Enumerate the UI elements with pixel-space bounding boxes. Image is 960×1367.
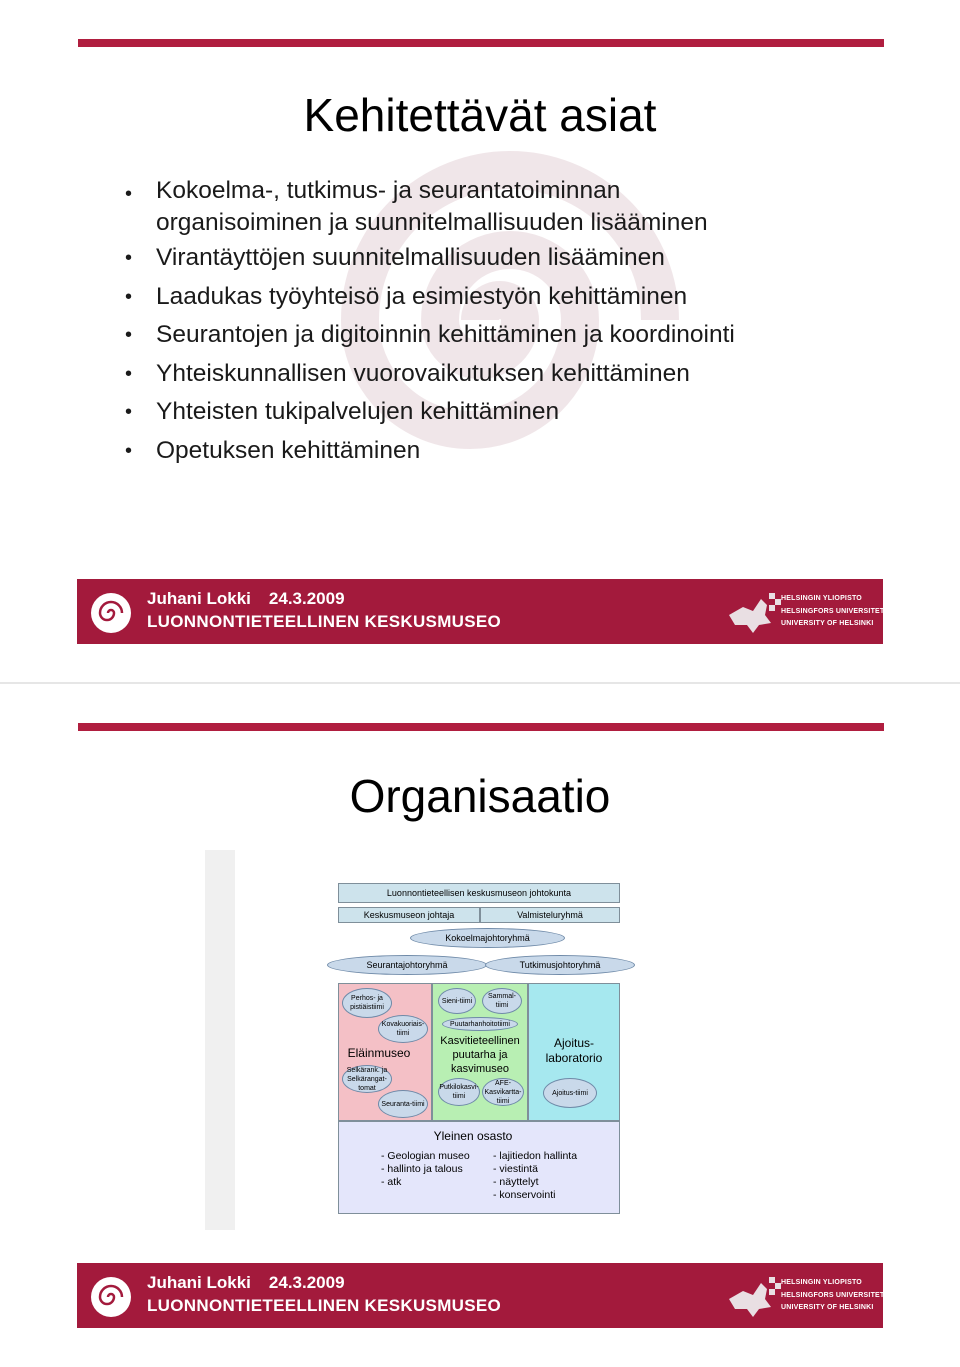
slide-title: Organisaatio <box>349 770 611 822</box>
org-box-board: Luonnontieteellisen keskusmuseon johtokunta <box>338 883 620 903</box>
org-zone-label-general: Yleinen osasto <box>433 1129 513 1143</box>
bullet-item <box>125 239 825 278</box>
org-general-item: - hallinto ja talous <box>381 1163 463 1175</box>
university-name-fi: HELSINGIN YLIOPISTO <box>781 1279 862 1286</box>
bullet-text: Seurantojen ja digitoinnin kehittäminen ja koordinointi <box>156 321 735 349</box>
slide-title: Kehitettävät asiat <box>303 89 657 141</box>
bullet-list <box>125 175 825 471</box>
org-box-director: Keskusmuseon johtaja <box>338 907 480 923</box>
bullet-text: Opetuksen kehittäminen <box>156 436 421 464</box>
footer-museum-name: LUONNONTIETEELLINEN KESKUSMUSEO <box>147 1296 502 1315</box>
slide-footer <box>77 579 883 644</box>
org-team-ellipse: Putkilokasvi-tiimi <box>438 1078 480 1106</box>
org-team-ellipse: Puutarhanhoitotiimi <box>442 1017 518 1031</box>
org-team-ellipse: Sieni-tiimi <box>438 988 476 1014</box>
slide-top-bar <box>78 39 884 47</box>
university-name <box>781 593 884 631</box>
org-chart-shadow <box>205 850 235 1230</box>
org-general-item: - lajitiedon hallinta <box>493 1150 578 1162</box>
footer-author: Juhani Lokki <box>147 589 251 608</box>
bullet-item <box>125 316 825 355</box>
bullet-text: Yhteiskunnallisen vuorovaikutuksen kehittäminen <box>156 359 690 387</box>
university-name-en: UNIVERSITY OF HELSINKI <box>781 1304 874 1311</box>
museum-spiral-logo-icon <box>87 1273 135 1321</box>
footer-author: Juhani Lokki <box>147 1273 251 1292</box>
footer-author-line <box>147 1273 345 1293</box>
org-team-ellipse: Selkärank. ja Selkärangat-tomat <box>342 1065 392 1093</box>
org-team-ellipse: AFE-Kasvikartta-tiimi <box>482 1078 524 1106</box>
org-box-prep-group: Valmisteluryhmä <box>480 907 620 923</box>
slide-2 <box>0 684 960 1367</box>
org-team-ellipse: Ajoitus-tiimi <box>543 1078 597 1108</box>
footer-author-line <box>147 589 345 609</box>
university-name-sv: HELSINGFORS UNIVERSITET <box>781 607 885 615</box>
org-team-ellipse: Seuranta-tiimi <box>378 1090 428 1118</box>
university-name-en: UNIVERSITY OF HELSINKI <box>781 620 874 627</box>
org-general-item: - atk <box>381 1176 402 1188</box>
bullet-text: organisoiminen ja suunnitelmallisuuden lisääminen <box>156 209 708 236</box>
footer-date: 24.3.2009 <box>268 589 345 608</box>
org-general-list-2 <box>493 1150 577 1202</box>
bullet-item <box>125 175 825 239</box>
org-ellipse-collections: Kokoelmajohtoryhmä <box>410 928 565 948</box>
university-name-fi: HELSINGIN YLIOPISTO <box>781 595 862 602</box>
university-name-sv: HELSINGFORS UNIVERSITET <box>781 1291 885 1299</box>
bullet-item <box>125 393 825 432</box>
bullet-text: Laadukas työyhteisö ja esimiestyön kehittäminen <box>156 282 688 310</box>
org-zone-label-zoology: Eläinmuseo <box>347 1046 411 1060</box>
slide-footer <box>77 1263 883 1328</box>
org-chart <box>205 850 755 1230</box>
org-team-ellipse: Sammal-tiimi <box>482 988 522 1014</box>
org-zone-label-dating-lab: Ajoitus-laboratorio <box>545 1036 603 1065</box>
slide-1 <box>0 0 960 683</box>
footer-museum-name: LUONNONTIETEELLINEN KESKUSMUSEO <box>147 612 502 631</box>
bullet-item <box>125 278 825 317</box>
org-general-item: - viestintä <box>493 1163 538 1175</box>
university-logo-icon <box>725 585 787 639</box>
org-general-item: - konservointi <box>493 1189 556 1201</box>
museum-spiral-logo-icon <box>87 589 135 637</box>
bullet-text: Virantäyttöjen suunnitelmallisuuden lisääminen <box>156 244 665 271</box>
org-ellipse-monitoring: Seurantajohtoryhmä <box>327 955 487 975</box>
org-team-ellipse: Kovakuoriais-tiimi <box>378 1015 428 1043</box>
footer-date: 24.3.2009 <box>268 1273 345 1292</box>
org-general-list-1 <box>381 1150 470 1189</box>
university-name <box>781 1277 884 1315</box>
bullet-item <box>125 432 825 471</box>
org-general-item: - Geologian museo <box>381 1150 470 1162</box>
slide-top-bar <box>78 723 884 731</box>
bullet-text: Yhteisten tukipalvelujen kehittäminen <box>156 398 560 426</box>
bullet-text: • Kokoelma-, tutkimus- ja seurantatoiminnan <box>156 177 621 204</box>
org-zone-label-botany: Kasvitieteellinen puutarha ja kasvimuseo <box>440 1035 520 1075</box>
university-logo-icon <box>725 1269 787 1323</box>
org-ellipse-research: Tutkimusjohtoryhmä <box>485 955 635 975</box>
org-team-ellipse: Perhos- ja pistiäistiimi <box>342 988 392 1018</box>
bullet-item <box>125 355 825 394</box>
org-general-item: - näyttelyt <box>493 1176 539 1188</box>
